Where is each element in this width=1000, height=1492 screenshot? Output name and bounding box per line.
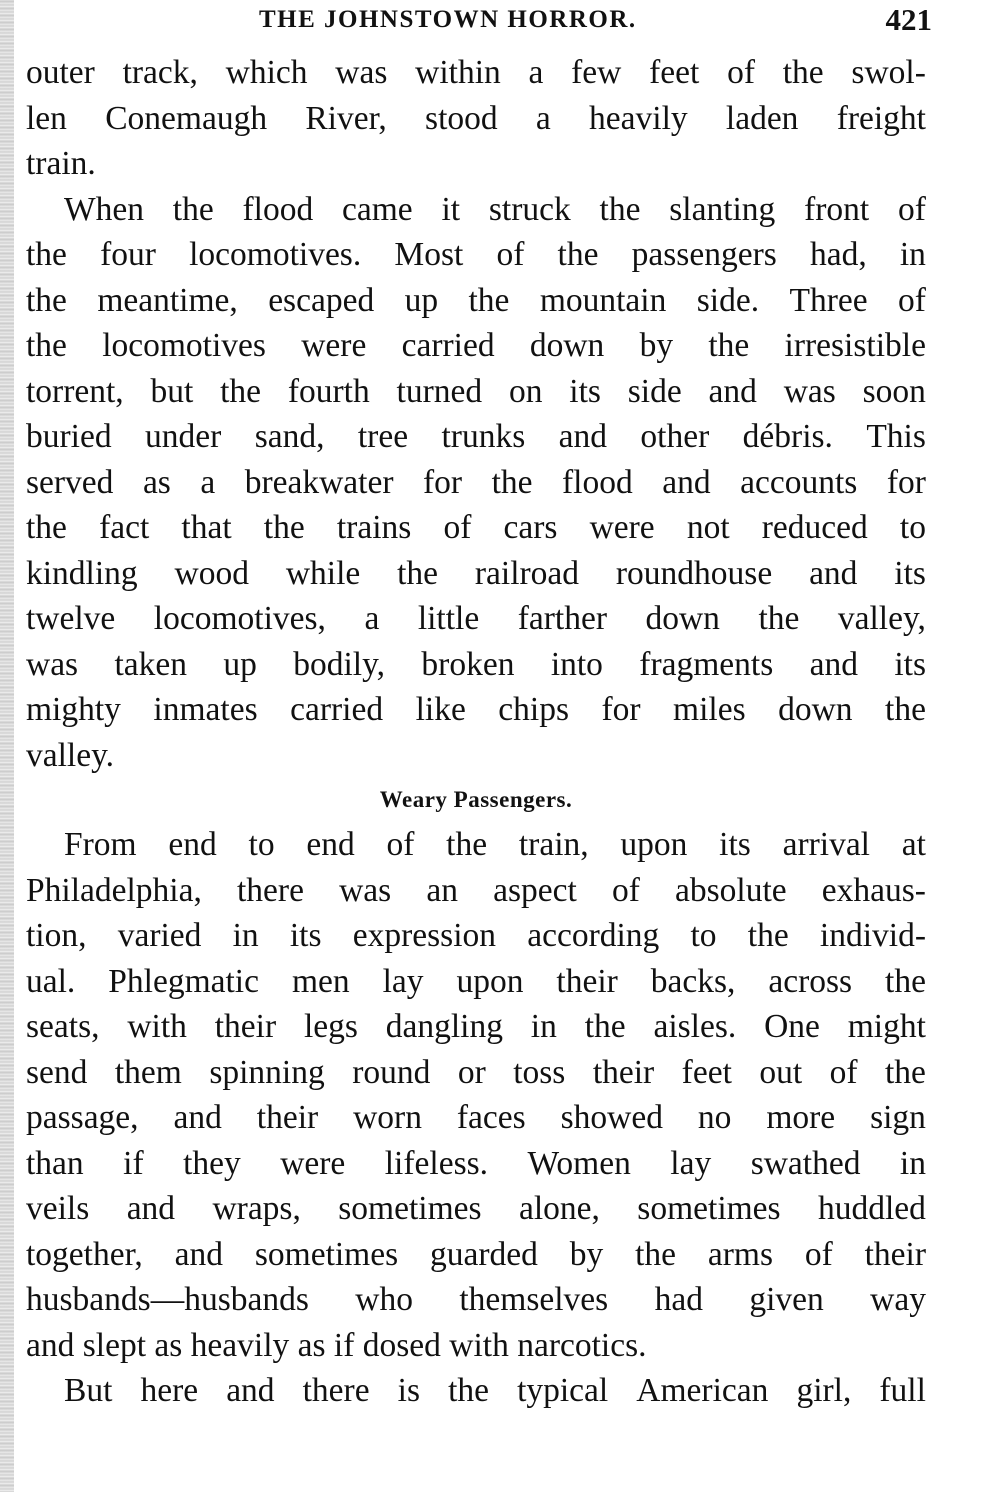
word: by: [569, 1235, 604, 1273]
word: lifeless.: [384, 1144, 489, 1182]
word: in: [232, 917, 259, 954]
word: the: [263, 509, 305, 546]
word: down: [645, 600, 720, 637]
word: soon: [862, 372, 926, 410]
paragraph-3: [26, 822, 926, 1368]
word: there: [236, 871, 304, 909]
word: up: [223, 645, 257, 683]
book-page: [26, 0, 932, 1414]
word: worn: [353, 1099, 422, 1136]
word: River,: [305, 99, 387, 137]
page-number: 421: [885, 2, 932, 37]
word: there: [302, 1372, 370, 1409]
word: locomotives,: [153, 600, 326, 637]
word: in: [530, 1008, 557, 1045]
text-line: [26, 596, 926, 642]
word: débris.: [742, 418, 833, 455]
word: railroad: [474, 554, 580, 592]
word: the: [26, 327, 67, 364]
word: spinning: [209, 1053, 325, 1091]
word: for: [423, 463, 463, 501]
word: and: [226, 1372, 275, 1409]
word: upon: [456, 962, 524, 1000]
word: trunks: [441, 418, 526, 455]
word: the: [26, 281, 67, 319]
word: tree: [357, 418, 409, 455]
text-line: [26, 687, 926, 733]
text-line: [26, 232, 926, 278]
word: they: [183, 1144, 241, 1182]
word: few: [571, 54, 622, 91]
word: carried: [290, 691, 384, 728]
word: huddled: [818, 1190, 926, 1227]
word: turned: [396, 372, 483, 410]
paragraph-1: [26, 50, 926, 187]
word: its: [894, 554, 926, 592]
word: them: [114, 1053, 182, 1091]
word: escaped: [268, 281, 375, 319]
word: swol-: [851, 54, 926, 91]
paragraph-2: [26, 187, 926, 779]
word: of: [727, 54, 755, 91]
word: faces: [456, 1099, 526, 1136]
word: of: [611, 871, 640, 909]
word: train,: [518, 826, 589, 863]
running-header: [26, 0, 932, 50]
word: showed: [560, 1099, 663, 1136]
word: themselves: [459, 1281, 609, 1318]
word: This: [866, 418, 926, 455]
word: and: [174, 1235, 224, 1273]
text-line: [26, 868, 926, 914]
word: the: [782, 54, 824, 91]
word: here: [140, 1372, 199, 1409]
word: of: [829, 1053, 858, 1091]
word: of: [804, 1235, 833, 1273]
word: trains: [336, 509, 412, 546]
word: had,: [809, 236, 867, 273]
word: or: [457, 1053, 486, 1091]
text-line: [26, 1232, 926, 1278]
word: passengers: [631, 236, 777, 273]
word: reduced: [761, 509, 868, 546]
word: of: [898, 190, 926, 228]
word: was: [26, 645, 79, 683]
text-line: [26, 642, 926, 688]
word: meantime,: [97, 281, 238, 319]
word: mountain: [539, 281, 667, 319]
word: arms: [707, 1235, 773, 1273]
word: of: [443, 509, 472, 546]
word: its: [894, 645, 926, 683]
word: bodily,: [293, 645, 386, 683]
word: that: [181, 509, 232, 546]
word: cars: [503, 509, 558, 546]
word: sometimes: [338, 1190, 482, 1227]
word: flood: [562, 463, 633, 501]
word: broken: [421, 645, 515, 683]
word: sand,: [254, 418, 325, 455]
word: the: [448, 1372, 489, 1409]
text-line: and slept as heavily as if dosed with narcotics.: [26, 1326, 647, 1364]
text-line: [26, 551, 926, 597]
word: Women: [527, 1144, 631, 1182]
word: husbands—husbands: [26, 1281, 309, 1318]
text-line: train.: [26, 145, 96, 182]
text-line: [26, 414, 926, 460]
word: on: [508, 372, 543, 410]
word: the: [885, 691, 926, 728]
word: legs: [303, 1008, 358, 1045]
word: Conemaugh: [105, 99, 268, 137]
word: sometimes: [637, 1190, 781, 1227]
word: absolute: [674, 871, 787, 909]
word: across: [768, 962, 853, 1000]
word: len: [26, 99, 67, 137]
word: arrival: [782, 826, 870, 863]
word: than: [26, 1144, 84, 1182]
word: it: [441, 190, 461, 228]
word: to: [690, 917, 717, 954]
text-line: [26, 913, 926, 959]
word: came: [342, 190, 413, 228]
word: men: [291, 962, 350, 1000]
text-line: [26, 1050, 926, 1096]
word: as: [142, 463, 171, 501]
word: of: [897, 281, 926, 319]
word: track,: [122, 54, 198, 91]
text-line: [26, 187, 926, 233]
word: the: [220, 372, 262, 410]
word: their: [214, 1008, 277, 1045]
word: into: [550, 645, 603, 683]
word: according: [527, 917, 660, 954]
paragraph-4: [26, 1368, 926, 1414]
word: Phlegmatic: [108, 962, 259, 1000]
word: with: [127, 1008, 187, 1045]
text-line: [26, 822, 926, 868]
word: and: [809, 554, 858, 592]
word: its: [289, 917, 322, 954]
text-line: [26, 1095, 926, 1141]
word: the: [747, 917, 789, 954]
text-line: valley.: [26, 736, 115, 774]
word: their: [556, 962, 618, 1000]
word: and: [809, 645, 858, 683]
word: the: [584, 1008, 626, 1045]
word: locomotives.: [189, 236, 362, 273]
word: their: [256, 1099, 319, 1136]
word: which: [225, 54, 308, 91]
word: upon: [620, 826, 688, 863]
scan-edge-shadow: [0, 0, 14, 1492]
text-line: [26, 278, 926, 324]
word: and: [173, 1099, 222, 1136]
word: and: [708, 372, 757, 410]
word: passage,: [26, 1099, 139, 1136]
word: had: [654, 1281, 703, 1318]
word: to: [899, 509, 926, 546]
word: flood: [242, 190, 314, 228]
word: its: [569, 372, 601, 410]
word: veils: [26, 1190, 90, 1227]
text-line: [26, 50, 926, 96]
word: expression: [352, 917, 497, 954]
word: From: [64, 826, 137, 863]
word: not: [686, 509, 730, 546]
word: accounts: [740, 463, 858, 501]
word: mighty: [26, 691, 121, 728]
word: the: [468, 281, 510, 319]
word: sometimes: [254, 1235, 399, 1273]
word: and: [558, 418, 608, 455]
word: down: [778, 691, 853, 728]
word: the: [397, 554, 439, 592]
word: who: [355, 1281, 413, 1318]
word: lay: [382, 962, 424, 1000]
word: full: [879, 1372, 926, 1409]
word: no: [697, 1099, 732, 1136]
word: was: [335, 54, 388, 91]
word: dangling: [385, 1008, 503, 1045]
word: end: [168, 826, 217, 863]
text-line: [26, 96, 926, 142]
word: the: [557, 236, 599, 273]
word: chips: [498, 691, 570, 728]
word: were: [280, 1144, 346, 1182]
word: were: [589, 509, 655, 546]
word: carried: [401, 327, 495, 364]
word: varied: [117, 917, 202, 954]
word: up: [404, 281, 439, 319]
word: breakwater: [244, 463, 394, 501]
word: individ-: [819, 917, 926, 954]
text-line: [26, 1186, 926, 1232]
word: valley,: [837, 600, 926, 637]
word: but: [150, 372, 194, 410]
word: was: [339, 871, 392, 909]
word: feet: [681, 1053, 732, 1091]
word: a: [364, 600, 380, 637]
word: buried: [26, 418, 112, 455]
word: the: [635, 1235, 677, 1273]
word: like: [415, 691, 466, 728]
word: the: [599, 190, 641, 228]
word: given: [749, 1281, 824, 1318]
word: of: [386, 826, 415, 863]
word: at: [901, 826, 926, 863]
word: in: [899, 236, 926, 273]
word: miles: [673, 691, 746, 728]
word: way: [870, 1281, 926, 1318]
word: slanting: [669, 190, 776, 228]
word: lay: [670, 1144, 712, 1182]
text-line: [26, 460, 926, 506]
word: torrent,: [26, 372, 124, 410]
word: tion,: [26, 917, 87, 954]
text-line: [26, 959, 926, 1005]
word: girl,: [796, 1372, 852, 1409]
section-subheading: Weary Passengers.: [379, 787, 573, 812]
word: locomotives: [102, 327, 266, 364]
word: seats,: [26, 1008, 100, 1045]
word: irresistible: [784, 327, 926, 364]
word: the: [885, 1053, 926, 1091]
word: was: [783, 372, 836, 410]
word: under: [145, 418, 222, 455]
word: the: [26, 236, 67, 273]
word: aspect: [493, 871, 577, 909]
word: of: [496, 236, 525, 273]
word: for: [601, 691, 641, 728]
word: feet: [649, 54, 700, 91]
word: the: [491, 463, 533, 501]
word: fact: [99, 509, 150, 546]
word: together,: [26, 1235, 143, 1273]
word: little: [417, 600, 480, 637]
word: their: [592, 1053, 655, 1091]
word: side: [627, 372, 682, 410]
word: stood: [425, 99, 498, 137]
word: by: [639, 327, 674, 364]
word: laden: [725, 99, 799, 137]
word: heavily: [589, 99, 688, 137]
word: round: [352, 1053, 431, 1091]
word: while: [285, 554, 361, 592]
text-line: [26, 323, 926, 369]
word: out: [759, 1053, 803, 1091]
word: the: [885, 962, 926, 1000]
word: But: [64, 1372, 113, 1409]
word: its: [719, 826, 751, 863]
word: sign: [870, 1099, 926, 1136]
word: a: [528, 54, 544, 91]
word: down: [529, 327, 605, 364]
word: wraps,: [212, 1190, 301, 1227]
word: aisles.: [653, 1008, 737, 1045]
word: is: [397, 1372, 420, 1409]
word: ual.: [26, 962, 76, 1000]
word: swathed: [750, 1144, 861, 1182]
word: might: [847, 1008, 926, 1045]
word: backs,: [650, 962, 736, 1000]
word: and: [662, 463, 711, 501]
word: Three: [789, 281, 868, 319]
word: more: [766, 1099, 836, 1136]
word: guarded: [430, 1235, 538, 1273]
word: One: [764, 1008, 820, 1045]
running-title: THE JOHNSTOWN HORROR.: [259, 6, 637, 33]
word: a: [535, 99, 551, 137]
text-line: [26, 1368, 926, 1414]
word: in: [899, 1144, 926, 1182]
word: inmates: [153, 691, 258, 728]
word: roundhouse: [615, 554, 773, 592]
word: American: [636, 1372, 769, 1409]
word: the: [758, 600, 800, 637]
word: side.: [696, 281, 760, 319]
word: a: [200, 463, 216, 501]
word: to: [248, 826, 275, 863]
word: if: [123, 1144, 144, 1182]
word: four: [100, 236, 156, 273]
word: for: [886, 463, 926, 501]
text-line: [26, 505, 926, 551]
word: outer: [26, 54, 95, 91]
word: served: [26, 463, 114, 501]
word: When: [64, 190, 144, 228]
word: the: [446, 826, 488, 863]
word: kindling: [26, 554, 138, 592]
word: and: [126, 1190, 176, 1227]
word: freight: [836, 99, 926, 137]
text-line: [26, 1004, 926, 1050]
word: other: [640, 418, 710, 455]
word: twelve: [26, 600, 116, 637]
word: wood: [174, 554, 249, 592]
word: fourth: [287, 372, 370, 410]
word: end: [306, 826, 355, 863]
word: Most: [394, 236, 464, 273]
word: within: [415, 54, 501, 91]
word: an: [426, 871, 458, 909]
word: were: [301, 327, 367, 364]
word: fragments: [639, 645, 774, 683]
text-line: [26, 1277, 926, 1323]
text-line: [26, 369, 926, 415]
word: toss: [513, 1053, 566, 1091]
text-line: [26, 1141, 926, 1187]
word: struck: [488, 190, 571, 228]
word: alone,: [518, 1190, 600, 1227]
word: send: [26, 1053, 88, 1091]
word: typical: [517, 1372, 609, 1409]
word: the: [26, 509, 67, 546]
word: their: [864, 1235, 926, 1273]
word: taken: [114, 645, 188, 683]
word: the: [172, 190, 214, 228]
word: front: [804, 190, 870, 228]
word: exhaus-: [821, 871, 926, 909]
word: Philadelphia,: [26, 871, 202, 909]
word: farther: [517, 600, 607, 637]
word: the: [708, 327, 750, 364]
